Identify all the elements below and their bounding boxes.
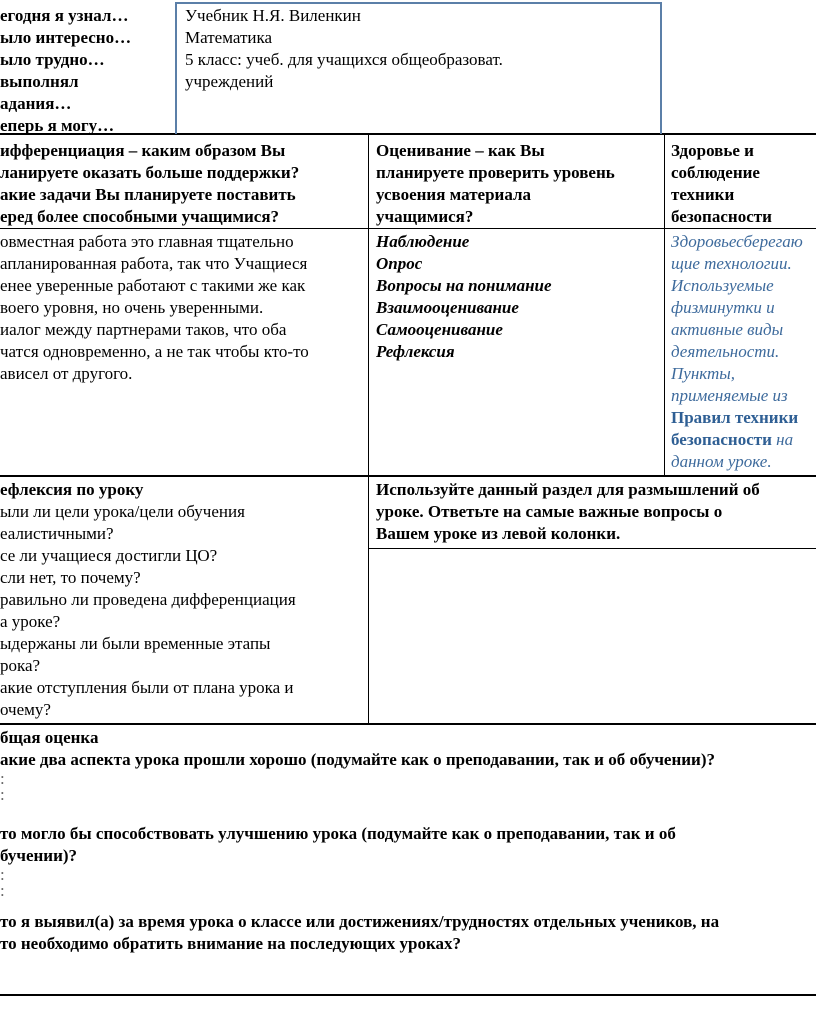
header-line: усвоения материала bbox=[376, 185, 532, 204]
body-line: воего уровня, но очень уверенными. bbox=[0, 298, 264, 317]
health-bold-text: безопасности bbox=[671, 430, 772, 449]
col-divider-2 bbox=[664, 134, 665, 476]
header-assessment bbox=[376, 140, 615, 228]
spacer bbox=[0, 803, 816, 823]
header-line: безопасности bbox=[671, 207, 772, 226]
top-left-line: адания… bbox=[0, 94, 72, 113]
reflection-line: а уроке? bbox=[0, 612, 61, 631]
health-line: данном уроке. bbox=[671, 452, 772, 471]
body-line: енее уверенные работают с такими же как bbox=[0, 276, 306, 295]
top-left-line: ыло интересно… bbox=[0, 28, 132, 47]
header-line: соблюдение bbox=[671, 163, 760, 182]
overall-question: то я выявил(а) за время урока о классе или достижениях/трудностях отдельных учеников, на bbox=[0, 912, 720, 931]
health-bold-text: Правил техники bbox=[671, 408, 799, 427]
header-line: планируете проверить уровень bbox=[376, 163, 615, 182]
top-left-cell bbox=[0, 5, 131, 137]
body-line: апланированная работа, так что Учащиеся bbox=[0, 254, 308, 273]
overall-question: бучении)? bbox=[0, 846, 78, 865]
row-divider-6 bbox=[0, 994, 816, 996]
overall-title: бщая оценка bbox=[0, 728, 99, 747]
body-line: чатся одновременно, а не так чтобы кто-то bbox=[0, 342, 309, 361]
spacer bbox=[0, 899, 816, 911]
header-line: техники bbox=[671, 185, 735, 204]
reflection-line: се ли учащиеся достигли ЦО? bbox=[0, 546, 218, 565]
assessment-methods bbox=[376, 231, 552, 363]
assessment-method: Самооценивание bbox=[376, 320, 503, 339]
header-differentiation bbox=[0, 140, 299, 228]
health-line: Пункты, bbox=[671, 364, 736, 383]
header-line: учащимися? bbox=[376, 207, 474, 226]
differentiation-text bbox=[0, 231, 309, 385]
health-line: Используемые bbox=[671, 276, 774, 295]
header-health bbox=[671, 140, 772, 228]
body-line: овместная работа это главная тщательно bbox=[0, 232, 294, 251]
health-line: физминутки и bbox=[671, 298, 775, 317]
header-line: ланируете оказать больше поддержки? bbox=[0, 163, 300, 182]
top-left-line: еперь я могу… bbox=[0, 116, 115, 135]
health-line: активные виды bbox=[671, 320, 784, 339]
reflection-line: ыли ли цели урока/цели обучения bbox=[0, 502, 245, 521]
header-line: ифференциация – каким образом Вы bbox=[0, 141, 286, 160]
reflection-title: ефлексия по уроку bbox=[0, 480, 144, 499]
textbook-line: 5 класс: учеб. для учащихся общеобразоват. bbox=[185, 50, 503, 69]
answer-mark: : bbox=[0, 785, 5, 804]
row-divider-5 bbox=[0, 723, 816, 725]
textbook-line: учреждений bbox=[185, 72, 274, 91]
assessment-method: Взаимооценивание bbox=[376, 298, 519, 317]
overall-question: то необходимо обратить внимание на последующих уроках? bbox=[0, 934, 462, 953]
header-line: Здоровье и bbox=[671, 141, 754, 160]
assessment-method: Вопросы на понимание bbox=[376, 276, 552, 295]
reflection-instructions bbox=[376, 479, 816, 545]
overall-question: акие два аспекта урока прошли хорошо (подумайте как о преподавании, так и об обучении)? bbox=[0, 750, 716, 769]
col-divider-1 bbox=[368, 134, 369, 724]
reflection-questions bbox=[0, 479, 296, 721]
reflection-line: равильно ли проведена дифференциация bbox=[0, 590, 296, 609]
overall-assessment bbox=[0, 727, 816, 955]
reflection-line: еалистичными? bbox=[0, 524, 114, 543]
top-cell-right-border bbox=[660, 2, 662, 134]
top-left-line: егодня я узнал… bbox=[0, 6, 129, 25]
overall-question: то могло бы способствовать улучшению урока (подумайте как о преподавании, так и об bbox=[0, 824, 676, 843]
health-line: щие технологии. bbox=[671, 254, 792, 273]
reflection-line: рока? bbox=[0, 656, 41, 675]
textbook-info bbox=[185, 5, 503, 93]
instruction-line: уроке. Ответьте на самые важные вопросы о bbox=[376, 502, 723, 521]
row-divider-3 bbox=[0, 475, 816, 477]
top-cell-border bbox=[175, 2, 662, 4]
header-line: еред более способными учащимися? bbox=[0, 207, 280, 226]
health-text bbox=[671, 231, 816, 473]
body-line: иалог между партнерами таков, что оба bbox=[0, 320, 287, 339]
textbook-line: Учебник Н.Я. Виленкин bbox=[185, 6, 361, 25]
top-cell-left-border bbox=[175, 2, 177, 134]
header-line: Оценивание – как Вы bbox=[376, 141, 545, 160]
textbook-line: Математика bbox=[185, 28, 273, 47]
row-divider-4 bbox=[368, 548, 816, 549]
health-line: применяемые из bbox=[671, 386, 788, 405]
health-line bbox=[671, 407, 816, 429]
assessment-method: Опрос bbox=[376, 254, 423, 273]
health-line: Здоровьесберегаю bbox=[671, 232, 803, 251]
reflection-line: очему? bbox=[0, 700, 51, 719]
health-text-tail: на bbox=[771, 430, 794, 449]
health-line bbox=[671, 429, 816, 451]
reflection-line: акие отступления были от плана урока и bbox=[0, 678, 294, 697]
row-divider-2 bbox=[0, 228, 816, 229]
assessment-method: Наблюдение bbox=[376, 232, 470, 251]
body-line: ависел от другого. bbox=[0, 364, 133, 383]
top-left-line: выполнял bbox=[0, 72, 79, 91]
health-line: деятельности. bbox=[671, 342, 780, 361]
assessment-method: Рефлексия bbox=[376, 342, 455, 361]
top-left-line: ыло трудно… bbox=[0, 50, 105, 69]
answer-mark: : bbox=[0, 881, 5, 900]
answer-mark: : bbox=[0, 769, 5, 788]
reflection-line: ыдержаны ли были временные этапы bbox=[0, 634, 271, 653]
instruction-line: Вашем уроке из левой колонки. bbox=[376, 524, 621, 543]
instruction-line: Используйте данный раздел для размышлений об bbox=[376, 480, 760, 499]
header-line: акие задачи Вы планируете поставить bbox=[0, 185, 296, 204]
reflection-line: сли нет, то почему? bbox=[0, 568, 141, 587]
answer-mark: : bbox=[0, 865, 5, 884]
